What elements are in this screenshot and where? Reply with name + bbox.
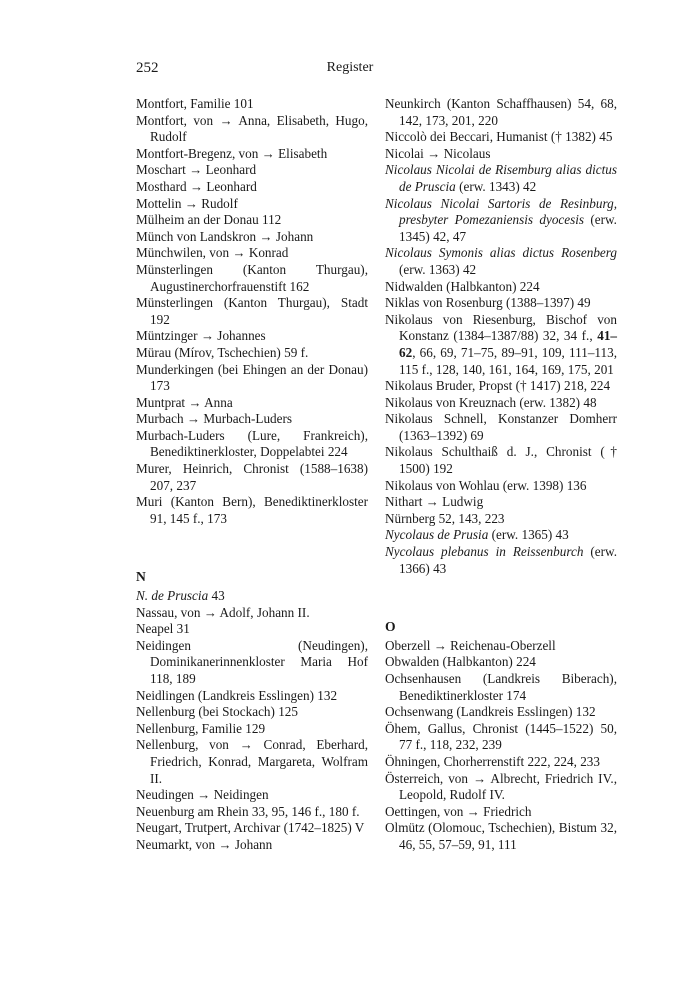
entry-text: Münsterlingen (Kanton Thurgau), Stadt 192	[136, 295, 368, 327]
entry-text: Nikolaus Schnell, Konstanzer Domherr (1363–1392) 69	[385, 411, 617, 443]
index-entry	[136, 820, 368, 837]
index-entry	[136, 621, 368, 638]
index-entry	[385, 96, 617, 129]
entry-text: Murbach-Luders (Lure, Frankreich), Benediktinerkloster, Doppelabtei 224	[136, 427, 368, 460]
index-entry	[136, 328, 368, 345]
entry-text: Montfort-Bregenz, von → Elisabeth	[136, 145, 328, 161]
index-entry	[136, 362, 368, 395]
entry-text: Nikolaus von Wohlau (erw. 1398) 136	[385, 477, 587, 493]
entry-text: (erw. 1343) 42	[455, 178, 537, 194]
index-entry	[385, 162, 617, 195]
entry-text: Nürnberg 52, 143, 223	[385, 510, 505, 526]
entry-text: Münchwilen, von → Konrad	[136, 245, 289, 261]
running-head: Register	[326, 60, 374, 75]
index-entry	[385, 820, 617, 853]
index-entry	[385, 295, 617, 312]
index-entry	[385, 527, 617, 544]
index-entry	[385, 754, 617, 771]
entry-text: 43	[208, 588, 225, 604]
entry-text: Neunkirch (Kanton Schaffhausen) 54, 68, 142, 173, 201, 220	[385, 96, 617, 128]
index-entry	[136, 113, 368, 146]
index-entry	[136, 605, 368, 622]
right-column	[385, 96, 617, 854]
entry-text: (erw. 1345) 42, 47	[399, 212, 617, 244]
index-entry	[385, 721, 617, 754]
entry-text: Mürau (Mírov, Tschechien) 59 f.	[136, 344, 309, 360]
entry-text: (erw. 1363) 42	[399, 261, 477, 277]
entry-text: Oberzell → Reichenau-Oberzell	[385, 637, 556, 653]
index-entry	[385, 411, 617, 444]
index-entry	[385, 444, 617, 477]
index-entry	[385, 704, 617, 721]
index-entry	[136, 837, 368, 854]
entry-text: Obwalden (Halbkanton) 224	[385, 654, 536, 670]
index-entry	[385, 245, 617, 278]
index-entry	[136, 428, 368, 461]
entry-text: Murbach → Murbach-Luders	[136, 411, 293, 427]
index-entry	[136, 787, 368, 804]
index-entry	[136, 721, 368, 738]
index-entry	[385, 544, 617, 577]
entry-text: Olmütz (Olomouc, Tschechien), Bistum 32, 46, 55, 57–59, 91, 111	[385, 820, 617, 852]
index-entry	[385, 478, 617, 495]
index-entry	[136, 804, 368, 821]
index-entry	[385, 511, 617, 528]
index-entry	[385, 129, 617, 146]
entry-text: Münch von Landskron → Johann	[136, 228, 314, 244]
section-letter-o: O	[385, 619, 396, 635]
italic-term: Nicolaus Nicolai de Risemburg alias dictus de Pruscia	[385, 162, 617, 194]
entry-text: (erw. 1366) 43	[399, 544, 617, 576]
entry-text: Nassau, von → Adolf, Johann II.	[136, 604, 310, 620]
entry-text: Mosthard → Leonhard	[136, 178, 257, 194]
entry-text: Muntprat → Anna	[136, 394, 233, 410]
index-entry	[136, 704, 368, 721]
entry-text: Mülheim an der Donau 112	[136, 212, 282, 228]
index-entry	[136, 162, 368, 179]
entry-text: Öhningen, Chorherrenstift 222, 224, 233	[385, 753, 600, 769]
index-entry	[385, 671, 617, 704]
o-entries	[385, 638, 617, 854]
m-entries	[136, 96, 368, 527]
italic-term: Nicolaus Symonis alias dictus Rosenberg	[385, 245, 617, 261]
index-entry	[136, 494, 368, 527]
italic-term: Nicolaus Nicolai Sartoris de Resinburg, presbyter Pomezaniensis dyocesis	[385, 195, 617, 228]
index-entry	[136, 395, 368, 412]
n-entries-continued	[385, 96, 617, 577]
entry-text: Oettingen, von → Friedrich	[385, 803, 532, 819]
index-entry	[136, 411, 368, 428]
index-entry	[385, 804, 617, 821]
index-entry	[385, 279, 617, 296]
index-entry	[136, 196, 368, 213]
index-entry	[136, 737, 368, 787]
index-entry	[385, 654, 617, 671]
index-entry	[136, 688, 368, 705]
entry-text: Moschart → Leonhard	[136, 162, 257, 178]
n-entries	[136, 588, 368, 854]
entry-text: Nikolaus Schulthaiß d. J., Chronist († 1500) 192	[385, 444, 617, 477]
index-entry	[136, 96, 368, 113]
entry-text: Nellenburg (bei Stockach) 125	[136, 704, 298, 720]
entry-text: Nidwalden (Halbkanton) 224	[385, 278, 540, 294]
entry-text: Neugart, Trutpert, Archivar (1742–1825) V	[136, 820, 365, 836]
entry-text: Muri (Kanton Bern), Benediktinerkloster 91, 145 f., 173	[136, 494, 368, 526]
page-number: 252	[136, 60, 159, 76]
index-entry	[385, 494, 617, 511]
entry-text: Montfort, Familie 101	[136, 96, 254, 111]
entry-text: Nikolaus von Kreuznach (erw. 1382) 48	[385, 394, 597, 410]
index-entry	[136, 262, 368, 295]
entry-text: Öhem, Gallus, Chronist (1445–1522) 50, 77 f., 118, 232, 239	[385, 720, 617, 753]
index-entry	[385, 196, 617, 246]
left-column	[136, 96, 368, 854]
index-entry	[136, 179, 368, 196]
index-entry	[136, 461, 368, 494]
entry-text: Murer, Heinrich, Chronist (1588–1638) 207, 237	[136, 461, 368, 493]
index-entry	[136, 212, 368, 229]
bold-pages: 41–62	[399, 328, 617, 360]
entry-text: (erw. 1365) 43	[488, 527, 569, 543]
entry-text: Neudingen → Neidingen	[136, 787, 269, 803]
entry-text: Neuenburg am Rhein 33, 95, 146 f., 180 f.	[136, 803, 360, 819]
entry-text: Niklas von Rosenburg (1388–1397) 49	[385, 295, 591, 311]
entry-text: Munderkingen (bei Ehingen an der Donau) 173	[136, 361, 368, 394]
entry-text: Neapel 31	[136, 621, 190, 637]
index-entry	[385, 312, 617, 378]
entry-text: Nikolaus Bruder, Propst († 1417) 218, 224	[385, 378, 611, 394]
entry-text: Münsterlingen (Kanton Thurgau), Augustinerchorfrauenstift 162	[136, 261, 368, 294]
index-entry	[136, 345, 368, 362]
entry-text: Neidingen (Neudingen), Dominikanerinnenkloster Maria Hof 118, 189	[136, 637, 368, 686]
italic-term: Nycolaus de Prusia	[385, 527, 489, 543]
entry-text-continued: , 66, 69, 71–75, 89–91, 109, 111–113, 115 f., 128, 140, 161, 164, 169, 175, 201	[399, 344, 617, 377]
index-entry	[385, 395, 617, 412]
index-entry	[136, 146, 368, 163]
entry-text: Müntzinger → Johannes	[136, 328, 266, 344]
index-entry	[385, 638, 617, 655]
entry-text: Neidlingen (Landkreis Esslingen) 132	[136, 687, 338, 703]
entry-text: Nikolaus von Riesenburg, Bischof von Konstanz (1384–1387/88) 32, 34 f.,	[385, 311, 617, 344]
entry-text: Ochsenwang (Landkreis Esslingen) 132	[385, 704, 596, 720]
italic-term: Nycolaus plebanus in Reissenburch	[385, 544, 584, 560]
index-entry	[385, 771, 617, 804]
index-entry	[136, 588, 368, 605]
entry-text: Österreich, von → Albrecht, Friedrich IV., Leopold, Rudolf IV.	[385, 770, 617, 803]
index-entry	[136, 295, 368, 328]
index-entry	[136, 229, 368, 246]
entry-text: Nellenburg, von → Conrad, Eberhard, Friedrich, Konrad, Margareta, Wolfram II.	[136, 737, 368, 786]
entry-text: Ochsenhausen (Landkreis Biberach), Benediktinerkloster 174	[385, 671, 617, 703]
index-entry	[136, 638, 368, 688]
section-letter-n: N	[136, 569, 146, 585]
entry-text: Nellenburg, Familie 129	[136, 720, 266, 736]
entry-text: Nithart → Ludwig	[385, 494, 484, 510]
entry-text: Montfort, von → Anna, Elisabeth, Hugo, Rudolf	[136, 112, 368, 145]
entry-text: Mottelin → Rudolf	[136, 195, 238, 211]
entry-text: Niccolò dei Beccari, Humanist († 1382) 45	[385, 129, 613, 145]
entry-text: Nicolai → Nicolaus	[385, 145, 491, 161]
index-entry	[385, 378, 617, 395]
italic-term: N. de Pruscia	[136, 588, 209, 604]
index-entry	[385, 146, 617, 163]
entry-text: Neumarkt, von → Johann	[136, 836, 273, 852]
index-entry	[136, 245, 368, 262]
